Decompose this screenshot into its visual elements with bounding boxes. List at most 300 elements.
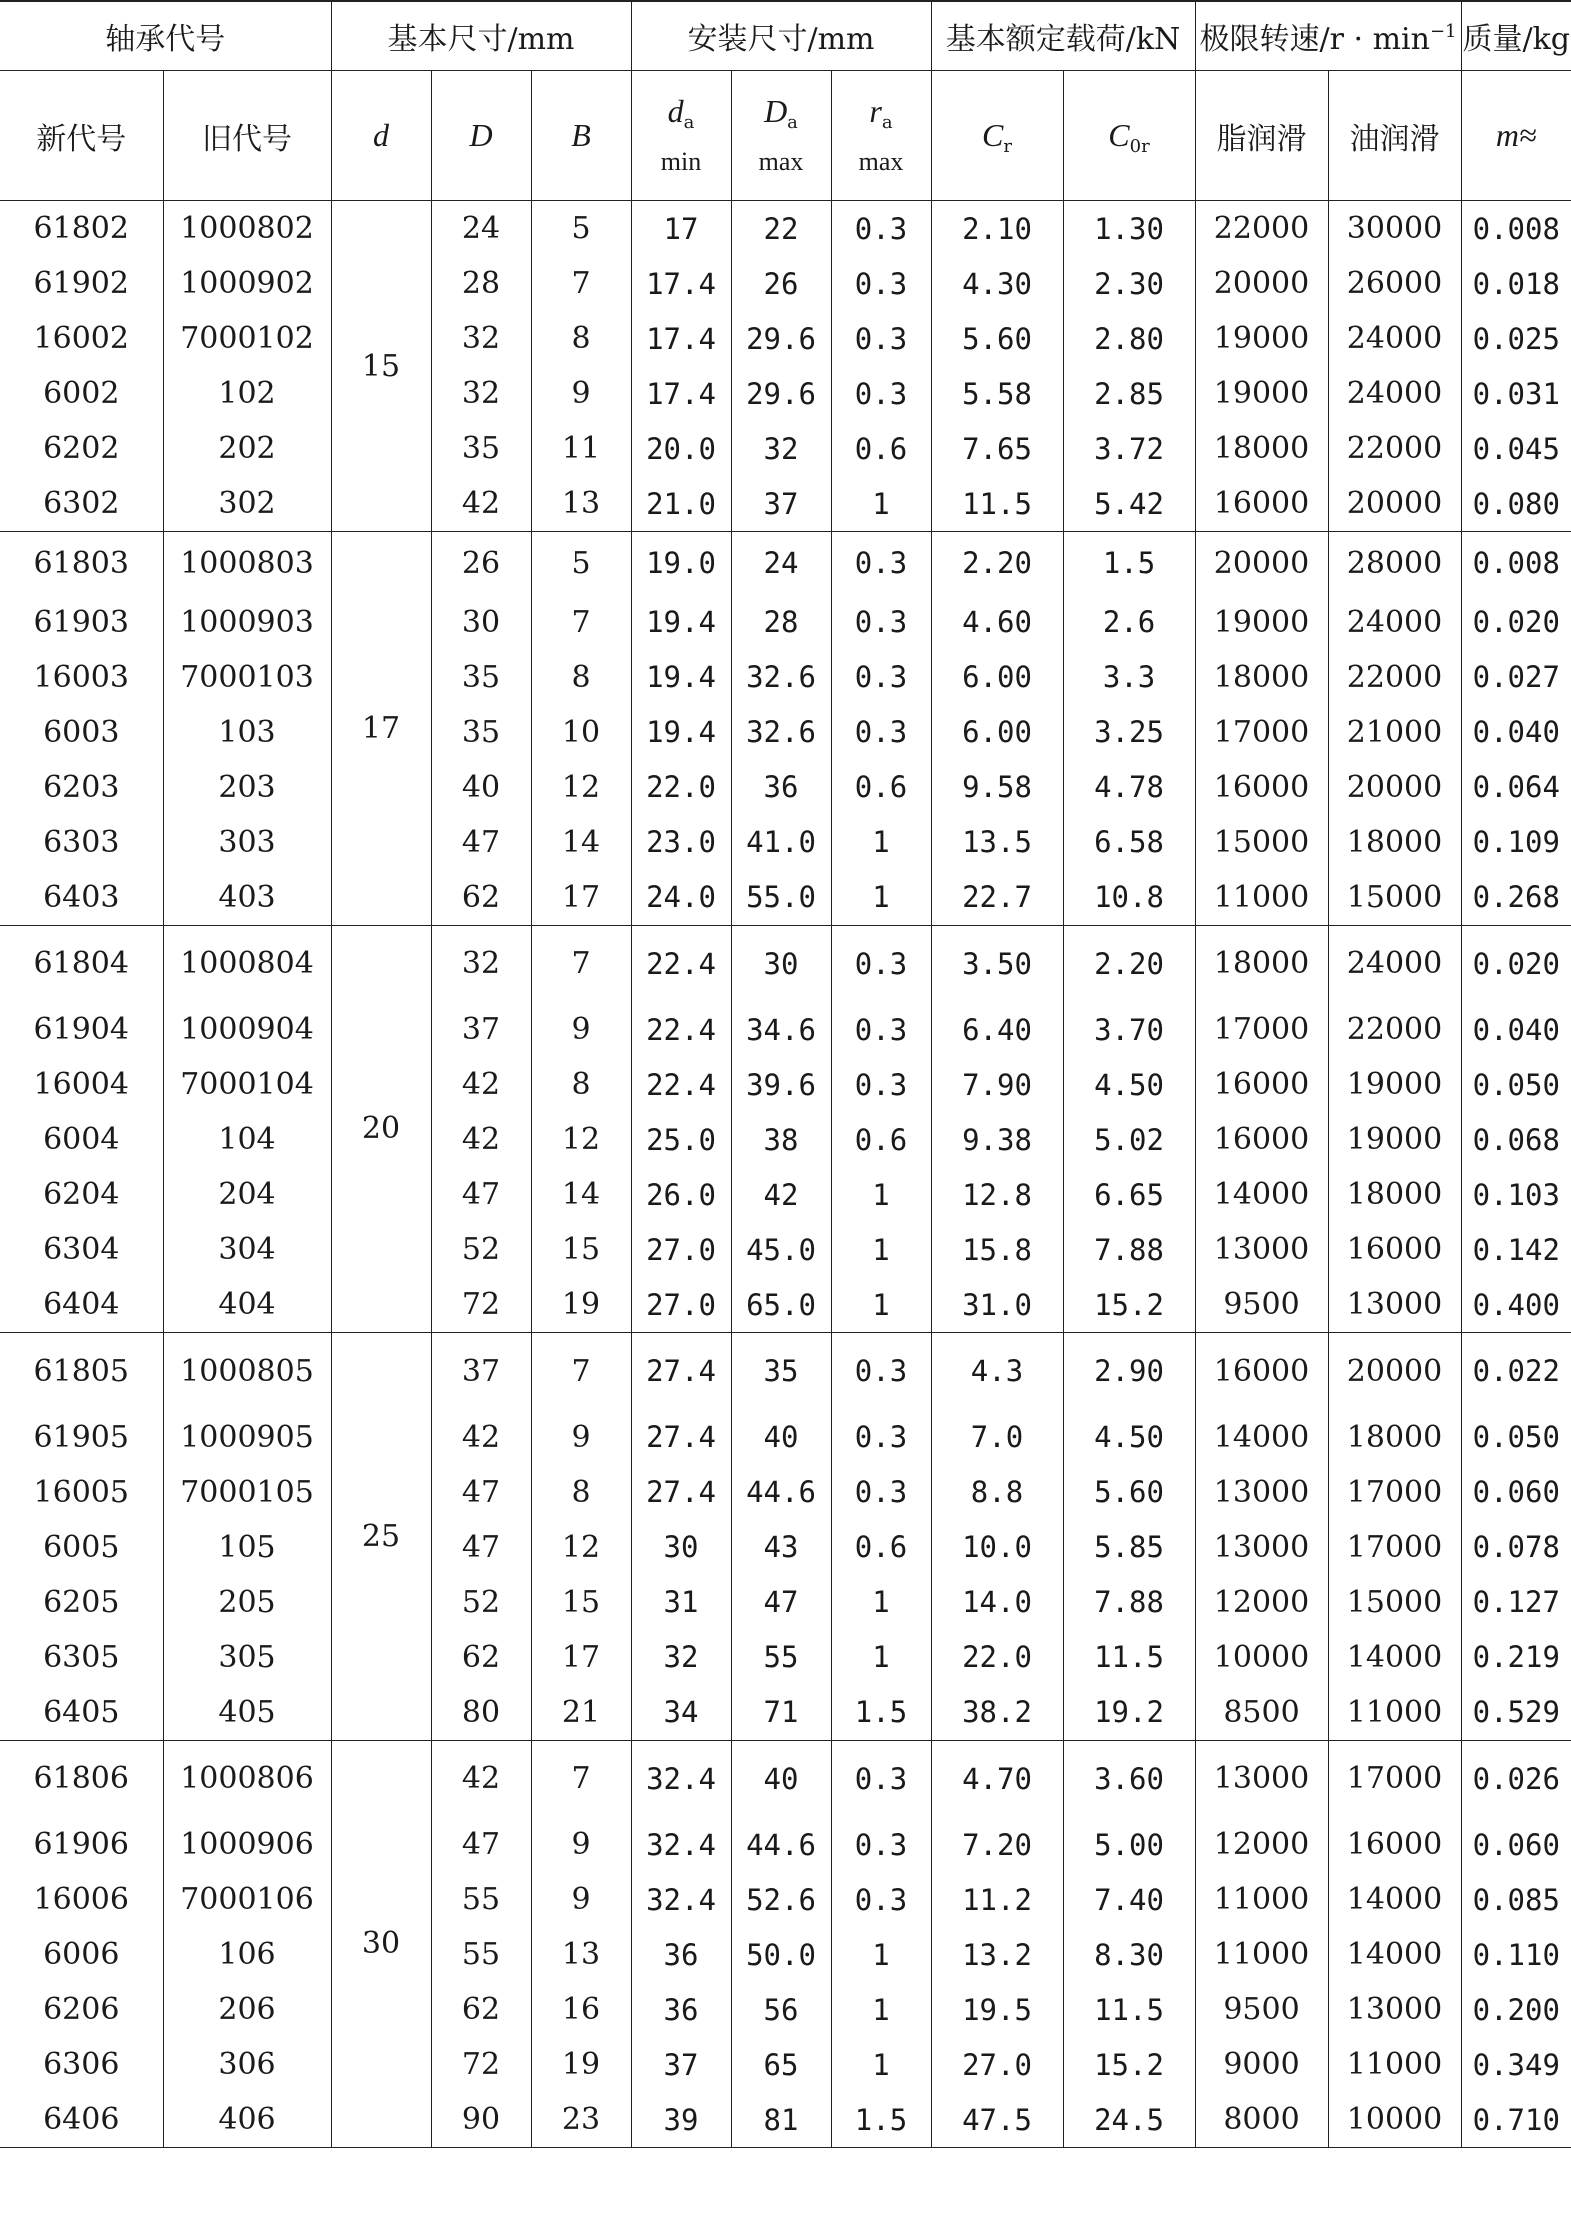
cell-D: 62 bbox=[431, 1982, 531, 2037]
cell-Cr: 9.38 bbox=[931, 1112, 1063, 1167]
cell-speed-grease: 20000 bbox=[1195, 532, 1328, 595]
cell-Da-max: 35 bbox=[731, 1333, 831, 1410]
cell-mass: 0.020 bbox=[1461, 595, 1571, 650]
cell-C0r: 3.25 bbox=[1063, 705, 1195, 760]
cell-Cr: 13.5 bbox=[931, 815, 1063, 870]
cell-new-code: 61903 bbox=[33, 604, 129, 640]
cell-ra-max: 0.3 bbox=[831, 1740, 931, 1817]
cell-old-code: 102 bbox=[163, 366, 331, 421]
cell-speed-oil: 20000 bbox=[1328, 476, 1461, 532]
cell-new-code: 6002 bbox=[43, 376, 120, 411]
cell-Da-max: 40 bbox=[731, 1410, 831, 1465]
cell-speed-grease: 19000 bbox=[1195, 366, 1328, 421]
cell-speed-grease: 13000 bbox=[1195, 1465, 1328, 1520]
cell-old-code: 1000906 bbox=[163, 1817, 331, 1872]
cell-D: 47 bbox=[431, 1167, 531, 1222]
cell-D: 30 bbox=[431, 595, 531, 650]
header-row-2 bbox=[0, 71, 1571, 201]
cell-D: 32 bbox=[431, 311, 531, 366]
mass-header: 质量/kg bbox=[1461, 1, 1571, 71]
cell-old-code: 304 bbox=[163, 1222, 331, 1277]
table-row bbox=[0, 256, 1571, 311]
cell-mass: 0.018 bbox=[1461, 256, 1571, 311]
cell-new-code: 61905 bbox=[33, 1419, 129, 1455]
table-row bbox=[0, 1333, 1571, 1410]
cell-Cr: 4.30 bbox=[931, 256, 1063, 311]
cell-speed-grease: 13000 bbox=[1195, 1740, 1328, 1817]
cell-new-code: 6306 bbox=[43, 2047, 120, 2082]
cell-d: 20 bbox=[331, 925, 431, 1333]
cell-C0r: 8.30 bbox=[1063, 1927, 1195, 1982]
cell-old-code: 305 bbox=[163, 1630, 331, 1685]
cell-speed-grease: 16000 bbox=[1195, 1057, 1328, 1112]
cell-new-code: 16002 bbox=[33, 321, 129, 356]
cell-D: 35 bbox=[431, 705, 531, 760]
cell-B: 8 bbox=[531, 1057, 631, 1112]
cell-Da-max: 45.0 bbox=[731, 1222, 831, 1277]
cell-B: 21 bbox=[531, 1685, 631, 1741]
cell-C0r: 2.80 bbox=[1063, 311, 1195, 366]
cell-Cr: 10.0 bbox=[931, 1520, 1063, 1575]
cell-mass: 0.349 bbox=[1461, 2037, 1571, 2092]
cell-Cr: 31.0 bbox=[931, 1277, 1063, 1333]
cell-Da-max: 71 bbox=[731, 1685, 831, 1741]
cell-old-code: 7000102 bbox=[163, 311, 331, 366]
table-row bbox=[0, 1222, 1571, 1277]
cell-C0r: 2.6 bbox=[1063, 595, 1195, 650]
cell-new-code: 6005 bbox=[43, 1529, 120, 1565]
cell-da-min: 17.4 bbox=[631, 311, 731, 366]
cell-Cr: 22.0 bbox=[931, 1630, 1063, 1685]
cell-old-code: 1000806 bbox=[163, 1740, 331, 1817]
cell-C0r: 6.58 bbox=[1063, 815, 1195, 870]
cell-Da-max: 44.6 bbox=[731, 1465, 831, 1520]
cell-mass: 0.060 bbox=[1461, 1817, 1571, 1872]
cell-Cr: 5.60 bbox=[931, 311, 1063, 366]
table-row bbox=[0, 1465, 1571, 1520]
cell-da-min: 17 bbox=[631, 201, 731, 257]
cell-D: 72 bbox=[431, 1277, 531, 1333]
cell-C0r: 7.88 bbox=[1063, 1575, 1195, 1630]
cell-B: 9 bbox=[531, 1817, 631, 1872]
cell-C0r: 2.20 bbox=[1063, 925, 1195, 1002]
cell-Cr: 6.40 bbox=[931, 1002, 1063, 1057]
cell-B: 7 bbox=[531, 595, 631, 650]
cell-ra-max: 0.3 bbox=[831, 595, 931, 650]
cell-D: 62 bbox=[431, 1630, 531, 1685]
cell-speed-grease: 16000 bbox=[1195, 476, 1328, 532]
cell-C0r: 5.02 bbox=[1063, 1112, 1195, 1167]
speed-limit-text: 极限转速/r · min bbox=[1199, 22, 1430, 57]
cell-mass: 0.027 bbox=[1461, 650, 1571, 705]
cell-Da-max: 42 bbox=[731, 1167, 831, 1222]
cell-ra-max: 0.3 bbox=[831, 366, 931, 421]
cell-speed-grease: 15000 bbox=[1195, 815, 1328, 870]
table-row bbox=[0, 1002, 1571, 1057]
cell-old-code: 405 bbox=[163, 1685, 331, 1741]
Da-symbol: D bbox=[764, 92, 788, 129]
cell-speed-oil: 24000 bbox=[1328, 595, 1461, 650]
cell-da-min: 27.4 bbox=[631, 1410, 731, 1465]
cell-Da-max: 56 bbox=[731, 1982, 831, 2037]
Da-header bbox=[731, 71, 831, 201]
cell-speed-oil: 19000 bbox=[1328, 1112, 1461, 1167]
cell-D: 26 bbox=[431, 532, 531, 595]
cell-old-code: 202 bbox=[163, 421, 331, 476]
cell-B: 9 bbox=[531, 1002, 631, 1057]
cell-old-code: 1000803 bbox=[163, 532, 331, 595]
cell-Cr: 8.8 bbox=[931, 1465, 1063, 1520]
cell-speed-grease: 12000 bbox=[1195, 1817, 1328, 1872]
cell-speed-grease: 14000 bbox=[1195, 1410, 1328, 1465]
cell-Da-max: 65 bbox=[731, 2037, 831, 2092]
cell-old-code: 7000104 bbox=[163, 1057, 331, 1112]
cell-B: 8 bbox=[531, 311, 631, 366]
ra-limit: max bbox=[858, 147, 904, 177]
cell-Da-max: 34.6 bbox=[731, 1002, 831, 1057]
cell-ra-max: 1 bbox=[831, 476, 931, 532]
cell-speed-oil: 22000 bbox=[1328, 1002, 1461, 1057]
cell-C0r: 2.85 bbox=[1063, 366, 1195, 421]
table-row bbox=[0, 925, 1571, 1002]
cell-speed-oil: 26000 bbox=[1328, 256, 1461, 311]
cell-new-code: 6003 bbox=[43, 714, 120, 750]
cell-D: 80 bbox=[431, 1685, 531, 1741]
cell-B: 12 bbox=[531, 1520, 631, 1575]
C0r-header bbox=[1063, 71, 1195, 201]
table-row bbox=[0, 1740, 1571, 1817]
cell-ra-max: 0.3 bbox=[831, 1817, 931, 1872]
cell-Da-max: 41.0 bbox=[731, 815, 831, 870]
cell-Cr: 2.20 bbox=[931, 532, 1063, 595]
cell-Cr: 2.10 bbox=[931, 201, 1063, 257]
cell-speed-oil: 14000 bbox=[1328, 1872, 1461, 1927]
cell-C0r: 3.72 bbox=[1063, 421, 1195, 476]
cell-da-min: 36 bbox=[631, 1927, 731, 1982]
cell-speed-grease: 9500 bbox=[1195, 1277, 1328, 1333]
cell-mass: 0.045 bbox=[1461, 421, 1571, 476]
cell-speed-oil: 19000 bbox=[1328, 1057, 1461, 1112]
cell-speed-oil: 16000 bbox=[1328, 1817, 1461, 1872]
cell-ra-max: 1 bbox=[831, 1630, 931, 1685]
cell-ra-max: 1.5 bbox=[831, 2092, 931, 2148]
cell-mass: 0.085 bbox=[1461, 1872, 1571, 1927]
table-row bbox=[0, 2092, 1571, 2148]
cell-Cr: 6.00 bbox=[931, 650, 1063, 705]
table-row bbox=[0, 1630, 1571, 1685]
cell-speed-oil: 20000 bbox=[1328, 760, 1461, 815]
table-row bbox=[0, 532, 1571, 595]
cell-D: 37 bbox=[431, 1333, 531, 1410]
cell-old-code: 1000904 bbox=[163, 1002, 331, 1057]
cell-old-code: 1000804 bbox=[163, 925, 331, 1002]
cell-speed-oil: 13000 bbox=[1328, 1277, 1461, 1333]
cell-speed-grease: 17000 bbox=[1195, 1002, 1328, 1057]
cell-speed-grease: 14000 bbox=[1195, 1167, 1328, 1222]
cell-old-code: 7000106 bbox=[163, 1872, 331, 1927]
cell-B: 10 bbox=[531, 705, 631, 760]
cell-ra-max: 1 bbox=[831, 1575, 931, 1630]
cell-speed-grease: 10000 bbox=[1195, 1630, 1328, 1685]
cell-Da-max: 32.6 bbox=[731, 650, 831, 705]
cell-da-min: 27.4 bbox=[631, 1333, 731, 1410]
cell-speed-oil: 16000 bbox=[1328, 1222, 1461, 1277]
cell-old-code: 404 bbox=[163, 1277, 331, 1333]
cell-C0r: 5.85 bbox=[1063, 1520, 1195, 1575]
cell-Cr: 14.0 bbox=[931, 1575, 1063, 1630]
cell-D: 37 bbox=[431, 1002, 531, 1057]
cell-ra-max: 0.3 bbox=[831, 532, 931, 595]
cell-C0r: 15.2 bbox=[1063, 2037, 1195, 2092]
cell-mass: 0.064 bbox=[1461, 760, 1571, 815]
table-row bbox=[0, 1057, 1571, 1112]
table-row bbox=[0, 705, 1571, 760]
cell-Da-max: 32 bbox=[731, 421, 831, 476]
cell-D: 47 bbox=[431, 815, 531, 870]
cell-ra-max: 0.3 bbox=[831, 1333, 931, 1410]
cell-speed-grease: 17000 bbox=[1195, 705, 1328, 760]
cell-speed-oil: 21000 bbox=[1328, 705, 1461, 760]
cell-D: 52 bbox=[431, 1222, 531, 1277]
cell-ra-max: 1 bbox=[831, 2037, 931, 2092]
cell-da-min: 22.0 bbox=[631, 760, 731, 815]
cell-Cr: 12.8 bbox=[931, 1167, 1063, 1222]
cell-D: 40 bbox=[431, 760, 531, 815]
cell-C0r: 1.5 bbox=[1063, 532, 1195, 595]
cell-D: 28 bbox=[431, 256, 531, 311]
cell-speed-oil: 17000 bbox=[1328, 1740, 1461, 1817]
cell-C0r: 19.2 bbox=[1063, 1685, 1195, 1741]
cell-da-min: 17.4 bbox=[631, 366, 731, 421]
cell-speed-oil: 15000 bbox=[1328, 870, 1461, 926]
cell-old-code: 1000802 bbox=[163, 201, 331, 257]
cell-old-code: 7000103 bbox=[163, 650, 331, 705]
cell-C0r: 24.5 bbox=[1063, 2092, 1195, 2148]
cell-mass: 0.040 bbox=[1461, 1002, 1571, 1057]
table-row bbox=[0, 421, 1571, 476]
cell-C0r: 10.8 bbox=[1063, 870, 1195, 926]
cell-speed-grease: 12000 bbox=[1195, 1575, 1328, 1630]
cell-D: 47 bbox=[431, 1817, 531, 1872]
cell-speed-grease: 11000 bbox=[1195, 1927, 1328, 1982]
cell-speed-oil: 11000 bbox=[1328, 2037, 1461, 2092]
cell-d: 15 bbox=[331, 201, 431, 532]
cell-B: 12 bbox=[531, 760, 631, 815]
cell-Da-max: 65.0 bbox=[731, 1277, 831, 1333]
cell-new-code: 6004 bbox=[43, 1122, 120, 1157]
cell-D: 24 bbox=[431, 201, 531, 257]
cell-da-min: 37 bbox=[631, 2037, 731, 2092]
cell-new-code: 6006 bbox=[43, 1937, 120, 1972]
d-header: d bbox=[331, 71, 431, 201]
cell-Cr: 7.65 bbox=[931, 421, 1063, 476]
cell-d: 17 bbox=[331, 532, 431, 926]
cell-Cr: 11.5 bbox=[931, 476, 1063, 532]
cell-Da-max: 30 bbox=[731, 925, 831, 1002]
cell-mass: 0.710 bbox=[1461, 2092, 1571, 2148]
table-row bbox=[0, 1167, 1571, 1222]
cell-speed-grease: 11000 bbox=[1195, 1872, 1328, 1927]
cell-mass: 0.050 bbox=[1461, 1410, 1571, 1465]
speed-limit-exponent: −1 bbox=[1429, 21, 1457, 42]
cell-Cr: 6.00 bbox=[931, 705, 1063, 760]
cell-mass: 0.127 bbox=[1461, 1575, 1571, 1630]
cell-mass: 0.020 bbox=[1461, 925, 1571, 1002]
cell-B: 16 bbox=[531, 1982, 631, 2037]
Cr-header bbox=[931, 71, 1063, 201]
cell-B: 23 bbox=[531, 2092, 631, 2148]
cell-C0r: 11.5 bbox=[1063, 1982, 1195, 2037]
cell-B: 19 bbox=[531, 1277, 631, 1333]
cell-old-code: 406 bbox=[163, 2092, 331, 2148]
cell-D: 55 bbox=[431, 1927, 531, 1982]
table-row bbox=[0, 595, 1571, 650]
cell-speed-oil: 10000 bbox=[1328, 2092, 1461, 2148]
cell-speed-oil: 24000 bbox=[1328, 366, 1461, 421]
cell-D: 42 bbox=[431, 476, 531, 532]
cell-Cr: 9.58 bbox=[931, 760, 1063, 815]
cell-old-code: 106 bbox=[163, 1927, 331, 1982]
cell-ra-max: 1 bbox=[831, 1167, 931, 1222]
cell-speed-grease: 22000 bbox=[1195, 201, 1328, 257]
cell-speed-grease: 20000 bbox=[1195, 256, 1328, 311]
da-header bbox=[631, 71, 731, 201]
cell-Da-max: 29.6 bbox=[731, 366, 831, 421]
cell-Da-max: 43 bbox=[731, 1520, 831, 1575]
cell-speed-grease: 16000 bbox=[1195, 1112, 1328, 1167]
table-row bbox=[0, 201, 1571, 257]
cell-Cr: 22.7 bbox=[931, 870, 1063, 926]
cell-C0r: 3.3 bbox=[1063, 650, 1195, 705]
cell-old-code: 105 bbox=[163, 1520, 331, 1575]
cell-da-min: 21.0 bbox=[631, 476, 731, 532]
cell-D: 42 bbox=[431, 1410, 531, 1465]
cell-ra-max: 0.3 bbox=[831, 925, 931, 1002]
cell-mass: 0.200 bbox=[1461, 1982, 1571, 2037]
cell-mass: 0.268 bbox=[1461, 870, 1571, 926]
cell-speed-grease: 9500 bbox=[1195, 1982, 1328, 2037]
cell-new-code: 61805 bbox=[33, 1353, 129, 1389]
cell-C0r: 11.5 bbox=[1063, 1630, 1195, 1685]
cell-speed-oil: 18000 bbox=[1328, 1167, 1461, 1222]
cell-ra-max: 0.3 bbox=[831, 650, 931, 705]
cell-Da-max: 28 bbox=[731, 595, 831, 650]
cell-da-min: 22.4 bbox=[631, 925, 731, 1002]
cell-mass: 0.103 bbox=[1461, 1167, 1571, 1222]
cell-C0r: 1.30 bbox=[1063, 201, 1195, 257]
cell-speed-oil: 14000 bbox=[1328, 1927, 1461, 1982]
cell-speed-grease: 19000 bbox=[1195, 595, 1328, 650]
cell-C0r: 15.2 bbox=[1063, 1277, 1195, 1333]
cell-ra-max: 0.6 bbox=[831, 760, 931, 815]
cell-old-code: 403 bbox=[163, 870, 331, 926]
cell-B: 14 bbox=[531, 1167, 631, 1222]
cell-ra-max: 1 bbox=[831, 1277, 931, 1333]
cell-new-code: 6305 bbox=[43, 1639, 120, 1675]
cell-new-code: 16004 bbox=[33, 1067, 129, 1102]
basic-dims-header: 基本尺寸/mm bbox=[331, 1, 631, 71]
cell-new-code: 16005 bbox=[33, 1474, 129, 1510]
cell-speed-grease: 16000 bbox=[1195, 1333, 1328, 1410]
cell-D: 42 bbox=[431, 1740, 531, 1817]
ra-subscript: a bbox=[881, 111, 893, 133]
cell-speed-grease: 18000 bbox=[1195, 650, 1328, 705]
table-row bbox=[0, 476, 1571, 532]
cell-B: 15 bbox=[531, 1575, 631, 1630]
new-code-header: 新代号 bbox=[0, 71, 163, 201]
cell-speed-grease: 8500 bbox=[1195, 1685, 1328, 1741]
cell-D: 35 bbox=[431, 650, 531, 705]
cell-speed-grease: 16000 bbox=[1195, 760, 1328, 815]
cell-Cr: 19.5 bbox=[931, 1982, 1063, 2037]
cell-C0r: 5.00 bbox=[1063, 1817, 1195, 1872]
cell-da-min: 26.0 bbox=[631, 1167, 731, 1222]
cell-ra-max: 1 bbox=[831, 870, 931, 926]
cell-B: 9 bbox=[531, 366, 631, 421]
cell-D: 35 bbox=[431, 421, 531, 476]
table-row bbox=[0, 2037, 1571, 2092]
cell-d: 30 bbox=[331, 1740, 431, 2148]
cell-B: 17 bbox=[531, 870, 631, 926]
Cr-symbol: C bbox=[982, 117, 1004, 153]
cell-new-code: 6405 bbox=[0, 1685, 163, 1741]
cell-ra-max: 0.3 bbox=[831, 311, 931, 366]
cell-mass: 0.219 bbox=[1461, 1630, 1571, 1685]
cell-mass: 0.008 bbox=[1461, 201, 1571, 257]
cell-B: 12 bbox=[531, 1112, 631, 1167]
cell-da-min: 25.0 bbox=[631, 1112, 731, 1167]
cell-Da-max: 39.6 bbox=[731, 1057, 831, 1112]
cell-B: 14 bbox=[531, 815, 631, 870]
da-subscript: a bbox=[683, 111, 695, 133]
table-row bbox=[0, 1927, 1571, 1982]
cell-new-code: 6406 bbox=[0, 2092, 163, 2148]
cell-da-min: 19.4 bbox=[631, 705, 731, 760]
cell-Da-max: 38 bbox=[731, 1112, 831, 1167]
cell-D: 62 bbox=[431, 870, 531, 926]
cell-new-code: 6403 bbox=[0, 870, 163, 926]
cell-B: 13 bbox=[531, 476, 631, 532]
cell-speed-grease: 13000 bbox=[1195, 1222, 1328, 1277]
cell-Cr: 5.58 bbox=[931, 366, 1063, 421]
cell-B: 11 bbox=[531, 421, 631, 476]
cell-new-code: 6404 bbox=[0, 1277, 163, 1333]
cell-D: 47 bbox=[431, 1465, 531, 1520]
table-row bbox=[0, 1112, 1571, 1167]
cell-da-min: 22.4 bbox=[631, 1057, 731, 1112]
cell-speed-oil: 18000 bbox=[1328, 1410, 1461, 1465]
cell-Da-max: 55 bbox=[731, 1630, 831, 1685]
cell-speed-oil: 20000 bbox=[1328, 1333, 1461, 1410]
cell-new-code: 61902 bbox=[33, 266, 129, 301]
Da-subscript: a bbox=[787, 111, 798, 133]
cell-Cr: 4.3 bbox=[931, 1333, 1063, 1410]
table-row bbox=[0, 1520, 1571, 1575]
cell-ra-max: 1 bbox=[831, 1222, 931, 1277]
cell-ra-max: 0.3 bbox=[831, 1872, 931, 1927]
grease-header: 脂润滑 bbox=[1195, 71, 1328, 201]
cell-mass: 0.142 bbox=[1461, 1222, 1571, 1277]
cell-mass: 0.080 bbox=[1461, 476, 1571, 532]
cell-Da-max: 32.6 bbox=[731, 705, 831, 760]
cell-D: 47 bbox=[431, 1520, 531, 1575]
cell-old-code: 205 bbox=[163, 1575, 331, 1630]
table-row bbox=[0, 1685, 1571, 1741]
cell-old-code: 206 bbox=[163, 1982, 331, 2037]
cell-speed-oil: 11000 bbox=[1328, 1685, 1461, 1741]
cell-B: 7 bbox=[531, 1740, 631, 1817]
cell-D: 52 bbox=[431, 1575, 531, 1630]
